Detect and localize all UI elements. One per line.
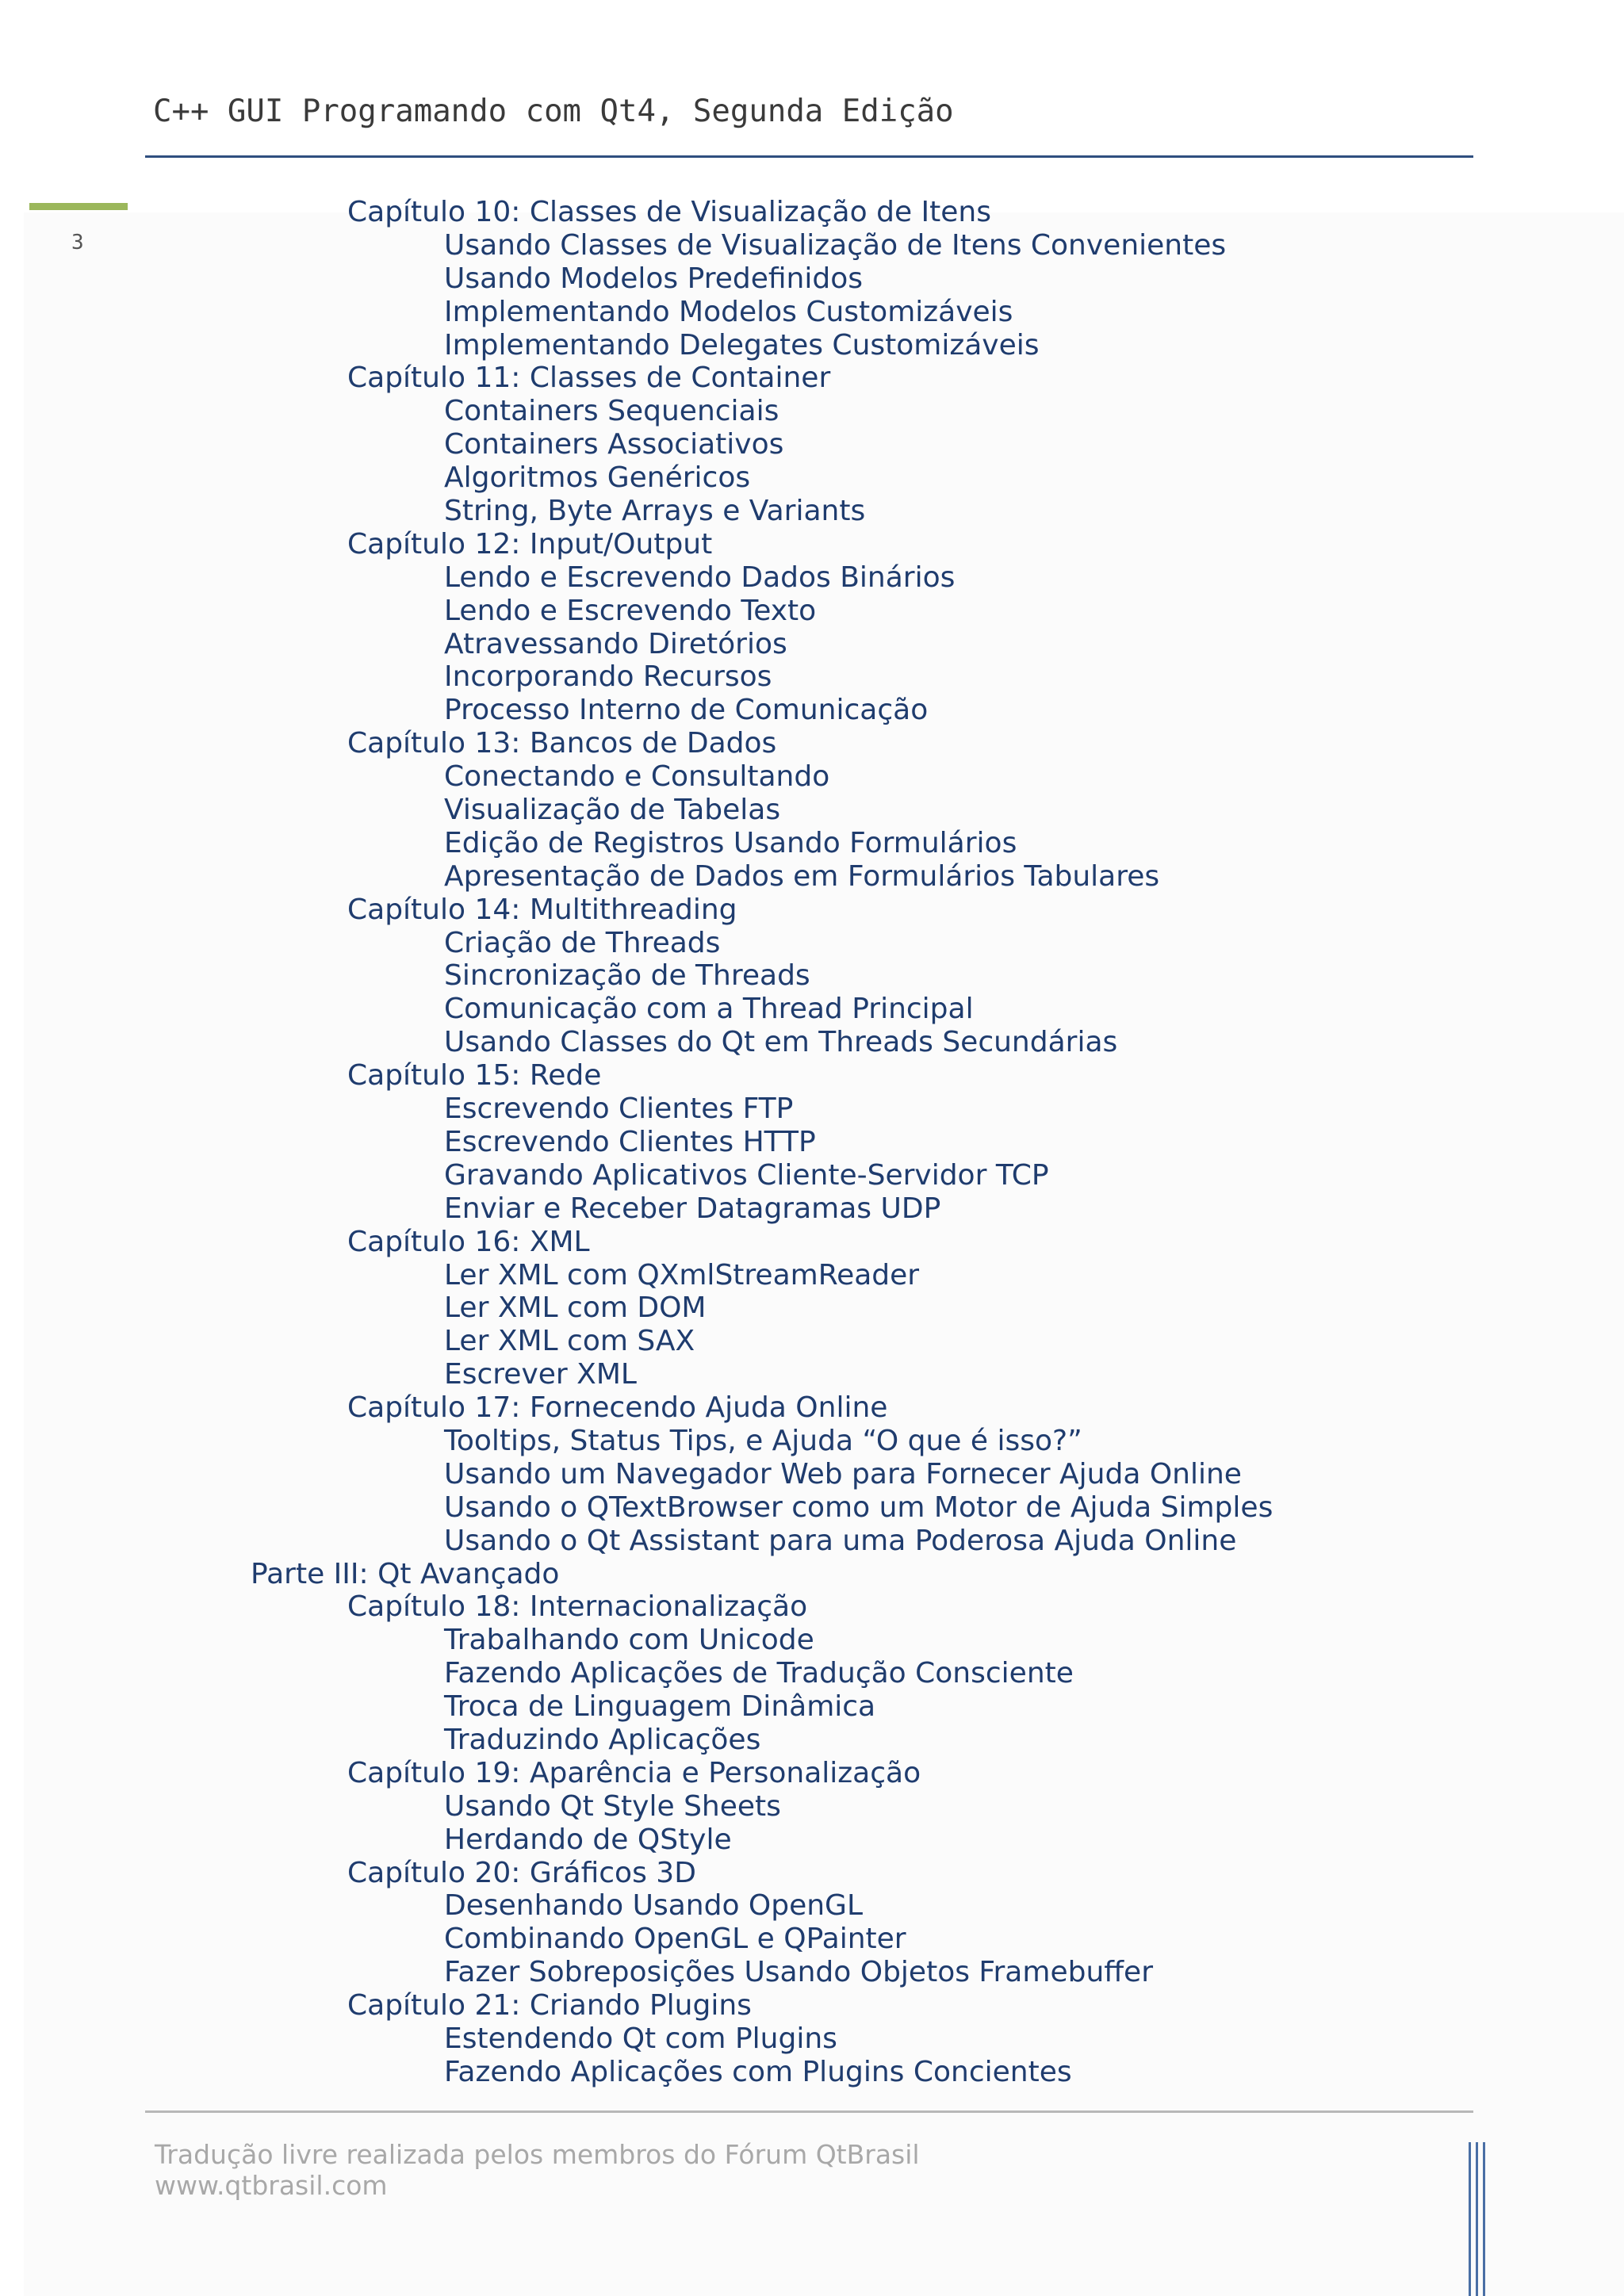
toc-chapter: Capítulo 20: Gráficos 3D [347,1856,696,1889]
toc-section: Estendendo Qt com Plugins [444,2022,837,2055]
toc-section: Usando Modelos Predefinidos [444,262,863,295]
toc-section: Usando Qt Style Sheets [444,1789,781,1823]
toc-section: Herdando de QStyle [444,1823,732,1856]
toc-section: Containers Associativos [444,428,784,461]
toc-part: Parte III: Qt Avançado [251,1557,560,1590]
footer-credits [155,2139,920,2201]
toc-section: Usando o Qt Assistant para uma Poderosa Ajuda Online [444,1524,1237,1557]
footer-decorative-bars [1469,2142,1492,2296]
toc-section: Algoritmos Genéricos [444,461,751,495]
toc-section: Enviar e Receber Datagramas UDP [444,1192,941,1225]
document-header-title: C++ GUI Programando com Qt4, Segunda Edição [153,94,954,129]
toc-chapter: Capítulo 18: Internacionalização [347,1590,808,1624]
toc-section: Visualização de Tabelas [444,794,781,827]
toc-section: Gravando Aplicativos Cliente-Servidor TCP [444,1158,1049,1192]
toc-chapter: Capítulo 17: Fornecendo Ajuda Online [347,1391,888,1425]
toc-chapter: Capítulo 15: Rede [347,1059,602,1093]
toc-section: Usando Classes do Qt em Threads Secundárias [444,1026,1118,1059]
toc-section: Implementando Modelos Customizáveis [444,295,1013,328]
toc-section: Usando Classes de Visualização de Itens Convenientes [444,228,1227,262]
toc-section: Lendo e Escrevendo Dados Binários [444,561,956,594]
toc-section: Tooltips, Status Tips, e Ajuda “O que é isso?” [444,1424,1082,1457]
toc-section: Fazendo Aplicações com Plugins Concientes [444,2055,1072,2088]
footer-bar [1483,2142,1485,2296]
toc-chapter: Capítulo 14: Multithreading [347,893,737,926]
toc-section: Ler XML com QXmlStreamReader [444,1258,920,1292]
footer-credit-line: Tradução livre realizada pelos membros do Fórum QtBrasil [155,2139,920,2170]
toc-section: Trabalhando com Unicode [444,1624,814,1657]
toc-section: Escrevendo Clientes HTTP [444,1125,816,1158]
toc-section: Conectando e Consultando [444,760,830,794]
footer-bar [1469,2142,1471,2296]
footer-website-link[interactable]: www.qtbrasil.com [155,2170,388,2201]
toc-section: Escrevendo Clientes FTP [444,1093,794,1126]
toc-chapter: Capítulo 13: Bancos de Dados [347,727,777,760]
toc-section: Criação de Threads [444,926,721,959]
toc-section: Lendo e Escrevendo Texto [444,594,817,627]
toc-section: Atravessando Diretórios [444,627,787,660]
toc-chapter: Capítulo 10: Classes de Visualização de Itens [347,196,991,228]
footer-divider [145,2110,1473,2113]
toc-chapter: Capítulo 16: XML [347,1225,590,1258]
toc-section: Combinando OpenGL e QPainter [444,1923,906,1956]
toc-section: Ler XML com DOM [444,1292,707,1325]
footer-bar [1476,2142,1478,2296]
toc-section: Containers Sequenciais [444,395,779,428]
toc-chapter: Capítulo 11: Classes de Container [347,362,831,395]
toc-section: Troca de Linguagem Dinâmica [444,1690,876,1724]
toc-section: Comunicação com a Thread Principal [444,993,974,1026]
toc-section: Fazendo Aplicações de Tradução Consciente [444,1657,1074,1690]
toc-section: Desenhando Usando OpenGL [444,1889,864,1923]
toc-section: Implementando Delegates Customizáveis [444,328,1040,362]
toc-section: Processo Interno de Comunicação [444,694,929,727]
toc-chapter: Capítulo 21: Criando Plugins [347,1989,752,2022]
table-of-contents [0,196,1624,2089]
toc-section: Traduzindo Aplicações [444,1723,761,1756]
toc-section: Ler XML com SAX [444,1325,695,1358]
toc-section: String, Byte Arrays e Variants [444,495,866,528]
toc-section: Apresentação de Dados em Formulários Tabulares [444,859,1160,893]
toc-section: Escrever XML [444,1358,637,1391]
page-number: 3 [71,231,84,254]
toc-chapter: Capítulo 19: Aparência e Personalização [347,1756,921,1789]
toc-section: Usando o QTextBrowser como um Motor de Ajuda Simples [444,1490,1274,1524]
header-divider [145,155,1473,158]
toc-section: Edição de Registros Usando Formulários [444,826,1017,859]
toc-section: Incorporando Recursos [444,660,772,694]
toc-section: Sincronização de Threads [444,959,810,993]
toc-section: Fazer Sobreposições Usando Objetos Framebuffer [444,1956,1154,1989]
toc-section: Usando um Navegador Web para Fornecer Ajuda Online [444,1457,1242,1490]
toc-chapter: Capítulo 12: Input/Output [347,527,713,561]
